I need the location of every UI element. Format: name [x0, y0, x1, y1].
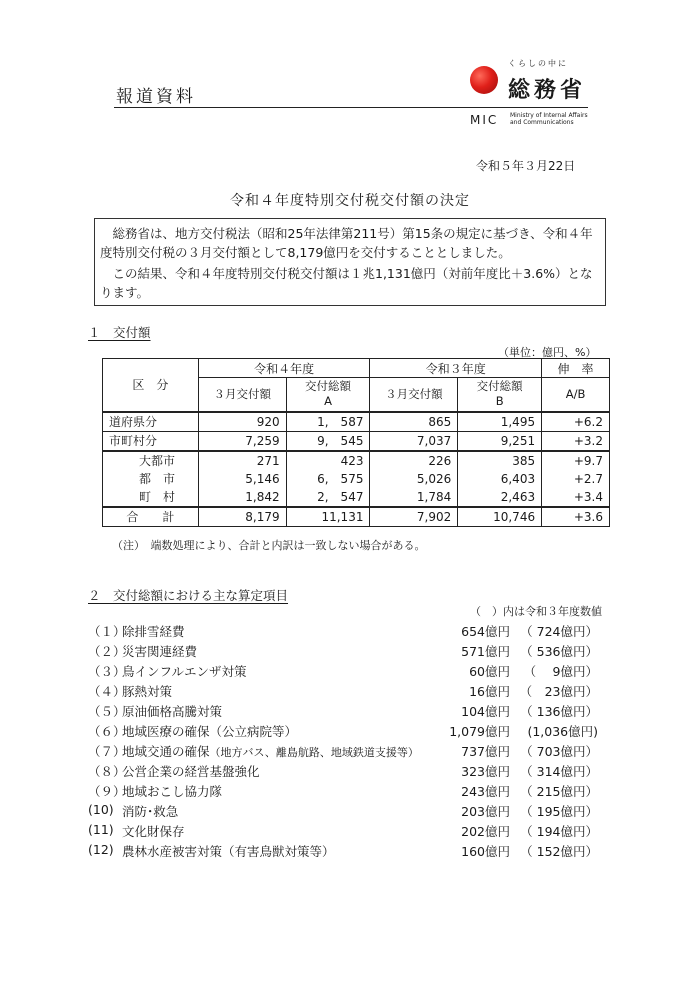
cell-r4-total: 2, 547 [286, 488, 370, 507]
row-label: 合 計 [103, 507, 199, 527]
list-item [88, 762, 608, 782]
table-total-row [103, 507, 610, 527]
list-item [88, 842, 608, 862]
item-number: （２） [88, 644, 126, 659]
item-name: 除排雪経費 [122, 624, 185, 639]
subheader-r3-march: ３月交付額 [370, 378, 458, 412]
item-amount: 104億円 [461, 704, 510, 719]
item-previous-amount: （ 23億円） [519, 684, 598, 699]
ministry-english-line2: and Communications [510, 119, 574, 126]
item-previous-amount: （ 215億円） [520, 784, 598, 799]
grant-amount-table [102, 358, 610, 527]
cell-r3-total: 9,251 [458, 431, 542, 451]
logo-tagline: くらしの中に [508, 59, 568, 68]
cell-r3-total: 2,463 [458, 488, 542, 507]
ministry-english-name [510, 112, 588, 126]
table-row [103, 431, 610, 451]
item-name: 消防･救急 [122, 804, 179, 819]
cell-r4-march: 5,146 [198, 470, 286, 488]
previous-year-note: （ ）内は令和３年度数値 [470, 605, 602, 618]
item-previous-amount: （ 536億円） [520, 644, 598, 659]
item-number: （７） [88, 744, 126, 759]
item-amount: 202億円 [461, 824, 510, 839]
item-previous-amount: （ 194億円） [520, 824, 598, 839]
item-previous-amount: （ 9億円） [523, 664, 598, 679]
press-release-label: 報道資料 [116, 87, 196, 107]
mic-logo-icon [470, 66, 498, 94]
cell-r3-total: 1,495 [458, 412, 542, 432]
item-amount: 160億円 [461, 844, 510, 859]
unit-note: （単位：億円、%） [498, 346, 597, 359]
item-name: 地域おこし協力隊 [122, 784, 223, 799]
item-amount: 323億円 [461, 764, 510, 779]
list-item [88, 642, 608, 662]
item-previous-amount: （ 136億円） [520, 704, 598, 719]
header-kubun: 区 分 [103, 359, 199, 412]
item-name: 災害関連経費 [122, 644, 198, 659]
document-title: 令和４年度特別交付税交付額の決定 [230, 193, 470, 209]
cell-r3-march: 7,902 [370, 507, 458, 527]
item-number: （１） [88, 624, 126, 639]
item-number: （９） [88, 784, 126, 799]
item-name: 原油価格高騰対策 [122, 704, 223, 719]
item-number: （８） [88, 764, 126, 779]
cell-r4-march: 7,259 [198, 431, 286, 451]
table-row [103, 488, 610, 507]
cell-r3-total: 10,746 [458, 507, 542, 527]
cell-r4-march: 271 [198, 451, 286, 470]
list-item [88, 722, 608, 742]
table-header-row [103, 359, 610, 378]
item-name-main: 地域交通の確保 [122, 744, 210, 759]
cell-r4-march: 920 [198, 412, 286, 432]
ministry-english-line1: Ministry of Internal Affairs [510, 112, 588, 119]
item-previous-amount: （ 703億円） [520, 744, 598, 759]
item-name: 地域医療の確保（公立病院等） [122, 724, 298, 739]
item-amount: 243億円 [461, 784, 510, 799]
cell-r4-total: 1, 587 [286, 412, 370, 432]
item-name: 農林水産被害対策（有害鳥獣対策等） [122, 844, 335, 859]
item-number: （３） [88, 664, 126, 679]
item-number: (11) [88, 822, 114, 837]
section-2-heading: ２ 交付総額における主な算定項目 [88, 588, 289, 603]
subheader-r4-total-label: 交付総額 [305, 379, 352, 394]
list-item [88, 782, 608, 802]
cell-growth: +3.4 [542, 488, 610, 507]
item-amount: 203億円 [461, 804, 510, 819]
summary-paragraph-1: 総務省は、地方交付税法（昭和25年法律第211号）第15条の規定に基づき、令和４年度特別交付税の３月交付額として8,179億円を交付することとしました。 [100, 226, 593, 260]
item-name [122, 742, 419, 760]
cell-r4-total: 11,131 [286, 507, 370, 527]
mic-abbrev: MIC [470, 113, 499, 127]
cell-growth: +3.2 [542, 431, 610, 451]
cell-r4-total: 423 [286, 451, 370, 470]
list-item [88, 802, 608, 822]
list-item [88, 622, 608, 642]
cell-growth: +6.2 [542, 412, 610, 432]
table-footnote: （注） 端数処理により、合計と内訳は一致しない場合がある。 [112, 539, 426, 552]
cell-growth: +3.6 [542, 507, 610, 527]
subheader-r4-total-mark: A [324, 394, 332, 409]
cell-r4-march: 8,179 [198, 507, 286, 527]
cell-r4-march: 1,842 [198, 488, 286, 507]
table-row [103, 470, 610, 488]
cell-r3-total: 385 [458, 451, 542, 470]
item-previous-amount: （ 724億円） [520, 624, 598, 639]
header-growth: 伸 率 [542, 359, 610, 378]
item-amount: 737億円 [461, 744, 510, 759]
list-item [88, 742, 608, 762]
item-previous-amount: (1,036億円) [527, 724, 598, 739]
cell-r4-total: 6, 575 [286, 470, 370, 488]
list-item [88, 822, 608, 842]
item-name-detail: （地方バス、離島航路、地域鉄道支援等） [209, 746, 419, 759]
item-number: （５） [88, 704, 126, 719]
row-label: 町 村 [103, 488, 199, 507]
subheader-r3-total [458, 378, 542, 412]
item-amount: 1,079億円 [449, 724, 510, 739]
list-item [88, 682, 608, 702]
cell-r3-march: 226 [370, 451, 458, 470]
table-row [103, 451, 610, 470]
row-label: 市町村分 [103, 431, 199, 451]
cell-r3-march: 5,026 [370, 470, 458, 488]
section-1-heading: １ 交付額 [88, 325, 151, 340]
cell-r3-total: 6,403 [458, 470, 542, 488]
header-rule [114, 107, 588, 108]
cell-r4-total: 9, 545 [286, 431, 370, 451]
item-name: 豚熱対策 [122, 684, 173, 699]
row-label: 道府県分 [103, 412, 199, 432]
ministry-name: 総務省 [508, 78, 587, 103]
item-number: （４） [88, 684, 126, 699]
summary-paragraph-2: この結果、令和４年度特別交付税交付額は１兆1,131億円（対前年度比＋3.6%）となります。 [100, 266, 593, 300]
subheader-r4-total [286, 378, 370, 412]
list-item [88, 702, 608, 722]
table-row [103, 412, 610, 432]
item-number: (12) [88, 842, 114, 857]
cell-r3-march: 865 [370, 412, 458, 432]
item-name: 文化財保存 [122, 824, 185, 839]
item-name: 鳥インフルエンザ対策 [122, 664, 247, 679]
row-label: 都 市 [103, 470, 199, 488]
row-label: 大都市 [103, 451, 199, 470]
header-r4: 令和４年度 [198, 359, 370, 378]
cell-growth: +9.7 [542, 451, 610, 470]
item-amount: 60億円 [469, 664, 510, 679]
item-previous-amount: （ 195億円） [520, 804, 598, 819]
item-name: 公営企業の経営基盤強化 [122, 764, 260, 779]
release-date: 令和５年３月22日 [476, 159, 576, 173]
subheader-r3-total-mark: B [495, 394, 504, 409]
item-amount: 16億円 [469, 684, 510, 699]
item-previous-amount: （ 314億円） [520, 764, 598, 779]
item-previous-amount: （ 152億円） [520, 844, 598, 859]
item-number: （６） [88, 724, 126, 739]
item-number: (10) [88, 802, 114, 817]
list-item [88, 662, 608, 682]
item-amount: 571億円 [461, 644, 510, 659]
cell-growth: +2.7 [542, 470, 610, 488]
cell-r3-march: 7,037 [370, 431, 458, 451]
cell-r3-march: 1,784 [370, 488, 458, 507]
subheader-r4-march: ３月交付額 [198, 378, 286, 412]
header-r3: 令和３年度 [370, 359, 542, 378]
subheader-r3-total-label: 交付総額 [476, 379, 523, 394]
item-amount: 654億円 [461, 624, 510, 639]
subheader-growth-ratio: A/B [542, 378, 610, 412]
